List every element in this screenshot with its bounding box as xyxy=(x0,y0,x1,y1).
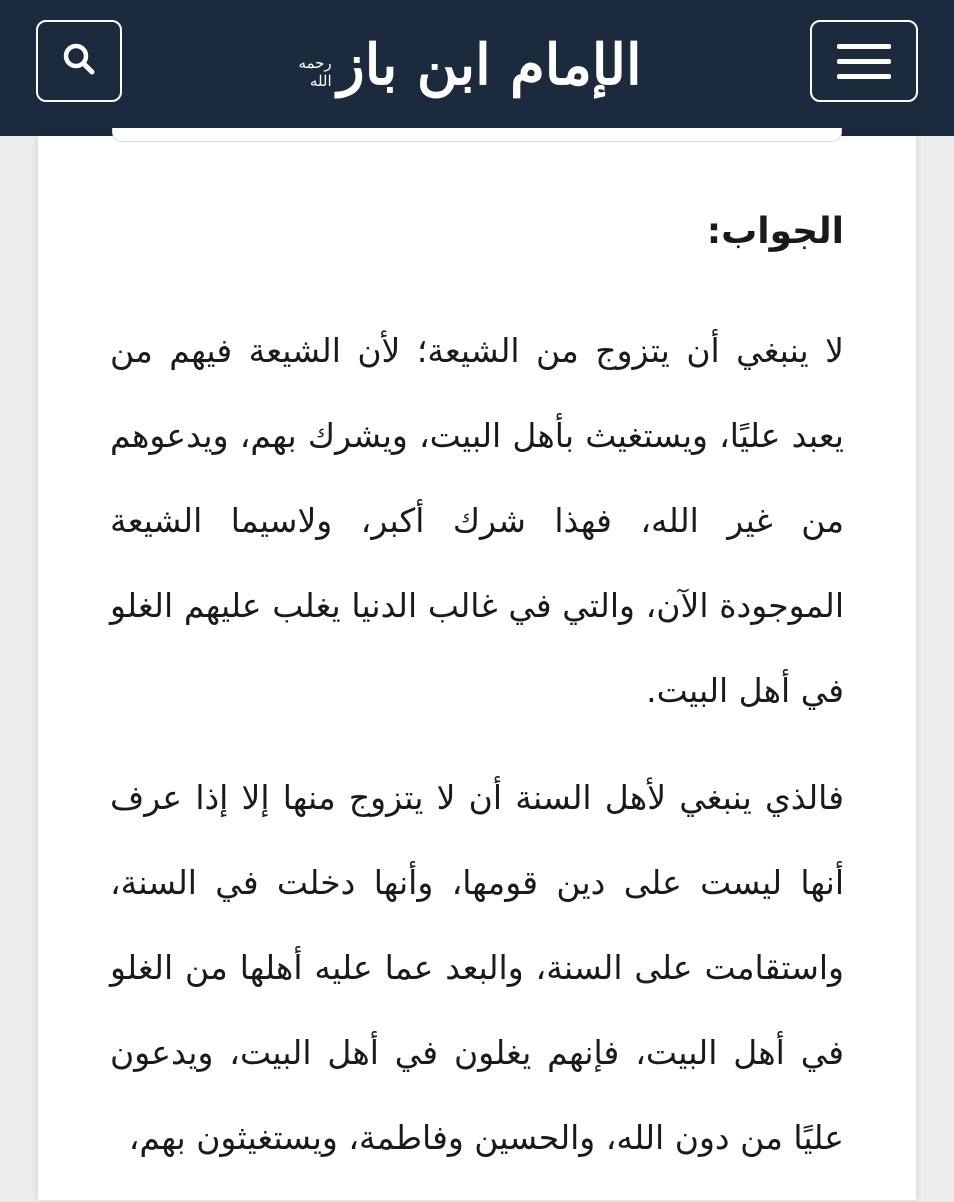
logo-subtext: رحمه الله xyxy=(298,54,332,90)
logo-text: الإمام ابن باز xyxy=(337,32,642,98)
previous-card-edge xyxy=(112,128,842,142)
article-content xyxy=(110,200,844,1202)
menu-button[interactable] xyxy=(810,20,918,102)
hamburger-menu-icon xyxy=(837,44,891,49)
site-logo[interactable] xyxy=(298,10,642,120)
site-header xyxy=(0,0,954,136)
answer-heading: الجواب: xyxy=(706,211,844,252)
search-icon xyxy=(62,42,96,80)
answer-paragraph: فالذي ينبغي لأهل السنة أن لا يتزوج منها إلا إذا عرف أنها ليست على دين قومها، وأنها دخلت في السنة، واستقامت على السنة، والبعد عما عليه أهلها من الغلو في أهل البيت، فإنهم يغلون في أهل البيت، ويدعون عليًا من دون الله، والحسين وفاطمة، ويستغيثون بهم، xyxy=(110,778,844,1157)
answer-paragraph: لا ينبغي أن يتزوج من الشيعة؛ لأن الشيعة فيهم من يعبد عليًا، ويستغيث بأهل البيت، ويشرك بهم، ويدعوهم من غير الله، فهذا شرك أكبر، ولاسيما الشيعة الموجودة الآن، والتي في غالب الدنيا يغلب عليهم الغلو في أهل البيت. xyxy=(110,331,844,710)
hamburger-menu-icon-bar xyxy=(837,74,891,79)
search-button[interactable] xyxy=(36,20,122,102)
hamburger-menu-icon-bar xyxy=(837,59,891,64)
